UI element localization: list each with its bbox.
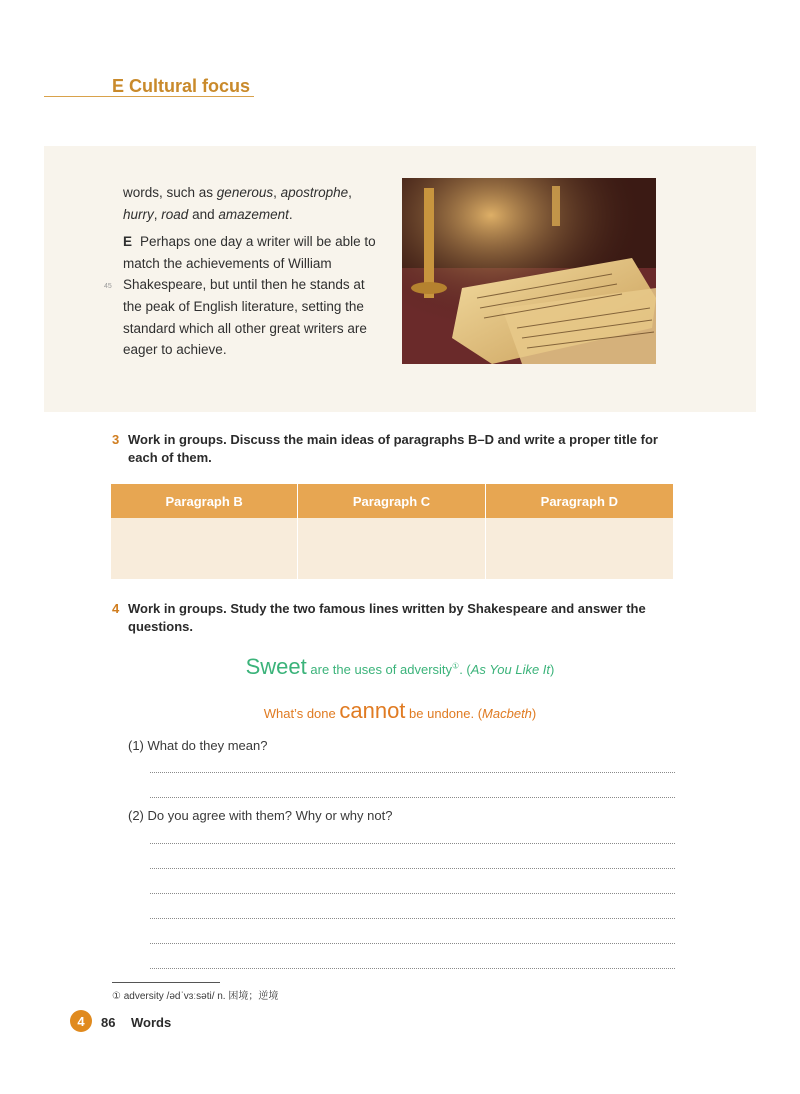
question-2: (2) Do you agree with them? Why or why not? [128, 808, 393, 823]
answer-line[interactable] [150, 843, 675, 844]
task-instruction: Work in groups. Discuss the main ideas of paragraphs B–D and write a proper title for [128, 432, 658, 447]
line-number: 45 [104, 283, 112, 290]
unit-number-badge: 4 [70, 1010, 92, 1032]
answer-cell-b[interactable] [111, 518, 298, 579]
task-instruction-cont: questions. [128, 619, 194, 634]
reading-text [123, 182, 385, 361]
table-header-d: Paragraph D [486, 484, 673, 518]
task-instruction-cont: each of them. [128, 450, 212, 465]
task-number: 4 [112, 601, 120, 616]
task-instruction: Work in groups. Study the two famous lines written by Shakespeare and answer the [128, 601, 646, 616]
paragraph-e [123, 231, 385, 361]
paragraph-d-end: words, such as generous, apostrophe, hurry, road and amazement. [123, 185, 352, 222]
paragraph-letter: E [123, 234, 133, 250]
section-title: E Cultural focus [112, 76, 251, 96]
question-1: (1) What do they mean? [128, 738, 268, 753]
footnote: ① adversity /ədˈvɜːsəti/ n. 困境；逆境 [112, 991, 279, 1002]
answer-line[interactable] [150, 943, 675, 944]
answer-cell-c[interactable] [298, 518, 485, 579]
answer-cell-d[interactable] [486, 518, 673, 579]
title-underline [44, 96, 254, 97]
table-header-c: Paragraph C [298, 484, 485, 518]
manuscript-photo [402, 178, 656, 364]
task-3 [112, 431, 672, 467]
answer-line[interactable] [150, 772, 675, 773]
footnote-divider [112, 982, 220, 983]
answer-line[interactable] [150, 968, 675, 969]
paragraph-e-text: Perhaps one day a writer will be able to match the achievements of William Shakespeare, but until then he stands at the peak of English literature, setting the standard which all other great writers are eager to achieve. [123, 234, 376, 358]
quote-macbeth: What’s done cannot be undone. (Macbeth) [263, 698, 537, 723]
answer-line[interactable] [150, 893, 675, 894]
task-number: 3 [112, 432, 120, 447]
quote-as-you-like-it: Sweet are the uses of adversity①. (As You Like It) [245, 654, 555, 679]
unit-name: Words [131, 1015, 172, 1030]
task-4 [112, 600, 672, 636]
page-number: 86 [101, 1015, 116, 1030]
answer-line[interactable] [150, 868, 675, 869]
paragraph-title-table [111, 484, 673, 579]
table-header-b: Paragraph B [111, 484, 298, 518]
answer-line[interactable] [150, 918, 675, 919]
answer-line[interactable] [150, 797, 675, 798]
